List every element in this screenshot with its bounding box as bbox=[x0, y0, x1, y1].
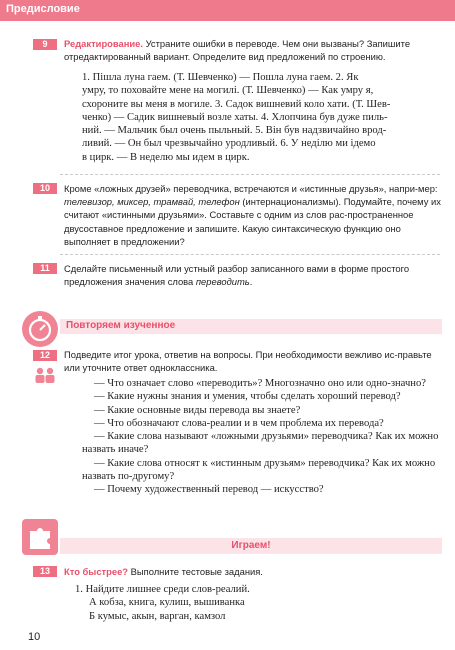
exercise-number-10: 10 bbox=[33, 183, 57, 194]
divider bbox=[60, 174, 440, 175]
test-question bbox=[75, 583, 435, 623]
exercise-13-heading: Кто быстрее? bbox=[64, 566, 129, 577]
question-item: — Что обозначают слова-реалии и в чем проблема их перевода? bbox=[94, 417, 384, 429]
stopwatch-icon bbox=[22, 311, 58, 347]
question-item: — Какие слова называют «ложными друзьями» переводчика? Как их можно назвать иначе? bbox=[82, 431, 439, 456]
exercise-12-task: Подведите итог урока, ответив на вопросы. При необходимости вежливо ис-правьте или уточните ответ одноклассника. bbox=[64, 349, 432, 374]
exercise-11-text-b: . bbox=[249, 276, 253, 288]
question-item: — Какие основные виды перевода вы знаете? bbox=[94, 404, 301, 416]
exercise-13-instruction: Выполните тестовые задания. bbox=[130, 566, 263, 577]
exercise-9-sentences bbox=[82, 71, 442, 164]
exercise-12-questions bbox=[82, 377, 442, 497]
exercise-number-12: 12 bbox=[33, 350, 57, 361]
test-question-text: 1. Найдите лишнее среди слов-реалий. bbox=[75, 584, 250, 595]
exercise-9-line: ний. — Мальчик был очень пыльный. 5. Він був надзвичайно врод- bbox=[82, 125, 387, 137]
divider bbox=[60, 254, 440, 255]
exercise-11-text-a: Сделайте письменный или устный разбор записанного вами в форме простого предложения значения слова bbox=[64, 263, 410, 288]
exercise-11-word: переводить bbox=[195, 276, 250, 288]
exercise-13-task bbox=[64, 565, 442, 578]
exercise-9-line: в цирк. — В неделю мы идем в цирк. bbox=[82, 151, 250, 163]
exercise-9-line: ченко) — Садик вишневый возле хаты. 4. Хлопчина був дуже пиль- bbox=[82, 111, 388, 123]
pair-work-icon bbox=[32, 367, 58, 383]
page-number: 10 bbox=[28, 631, 41, 643]
chapter-header bbox=[0, 0, 455, 21]
review-section-bar bbox=[60, 319, 442, 334]
question-item: — Почему художественный перевод — искусство? bbox=[94, 484, 324, 496]
play-section-bar bbox=[60, 538, 442, 554]
exercise-9-line: ливий. — Он был чрезвычайно уродливый. 6. У неділю ми ідемо bbox=[82, 138, 376, 150]
exercise-number-11: 11 bbox=[33, 263, 57, 274]
puzzle-icon bbox=[22, 519, 58, 555]
question-item: — Какие слова относят к «истинным друзьям» переводчика? Как их можно назвать по-другому? bbox=[82, 457, 436, 483]
answer-option-a[interactable]: А кобза, книга, кулиш, вышиванка bbox=[89, 597, 245, 609]
exercise-9-line: 1. Пішла луна гаем. (Т. Шевченко) — Пошла луна гаем. 2. Як bbox=[82, 72, 359, 83]
exercise-9-heading: Редактирование. bbox=[64, 38, 143, 49]
exercise-10-text-b: (интернационализмы). Подумайте, почему их считают «истинными друзьями». Составьте с одним из слов рас-пространенное двусоставное предложение и запишите. Какую синтаксическую функцию оно выполняет в предложении? bbox=[64, 196, 441, 247]
exercise-number-9: 9 bbox=[33, 39, 57, 50]
exercise-9-line: схороните вы меня в могиле. 3. Садок вишневий коло хати. (Т. Шев- bbox=[82, 98, 391, 110]
exercise-9-task bbox=[64, 37, 442, 63]
question-item: — Какие нужны знания и умения, чтобы сделать хороший перевод? bbox=[94, 391, 401, 403]
exercise-10-task bbox=[64, 182, 442, 248]
answer-option-b[interactable]: Б кумыс, акын, варган, камзол bbox=[89, 610, 226, 622]
exercise-11-task bbox=[64, 262, 442, 288]
play-section-title: Играем! bbox=[231, 540, 271, 551]
exercise-9-instruction: Устраните ошибки в переводе. Чем они вызваны? Запишите отредактированный вариант. Определите вид предложений по строению. bbox=[64, 38, 411, 63]
review-section-title: Повторяем изученное bbox=[66, 320, 176, 331]
exercise-number-13: 13 bbox=[33, 566, 57, 577]
exercise-10-words: телевизор, миксер, трамвай, телефон bbox=[64, 196, 240, 208]
question-item: — Что означает слово «переводить»? Многозначно оно или одно-значно? bbox=[94, 378, 426, 389]
exercise-9-line: умру, то поховайте мене на могилі. (Т. Шевченко) — Как умру я, bbox=[82, 85, 374, 97]
chapter-title: Предисловие bbox=[6, 3, 80, 15]
exercise-10-text-a: Кроме «ложных друзей» переводчика, встречаются и «истинные друзья», напри-мер: bbox=[64, 183, 438, 194]
